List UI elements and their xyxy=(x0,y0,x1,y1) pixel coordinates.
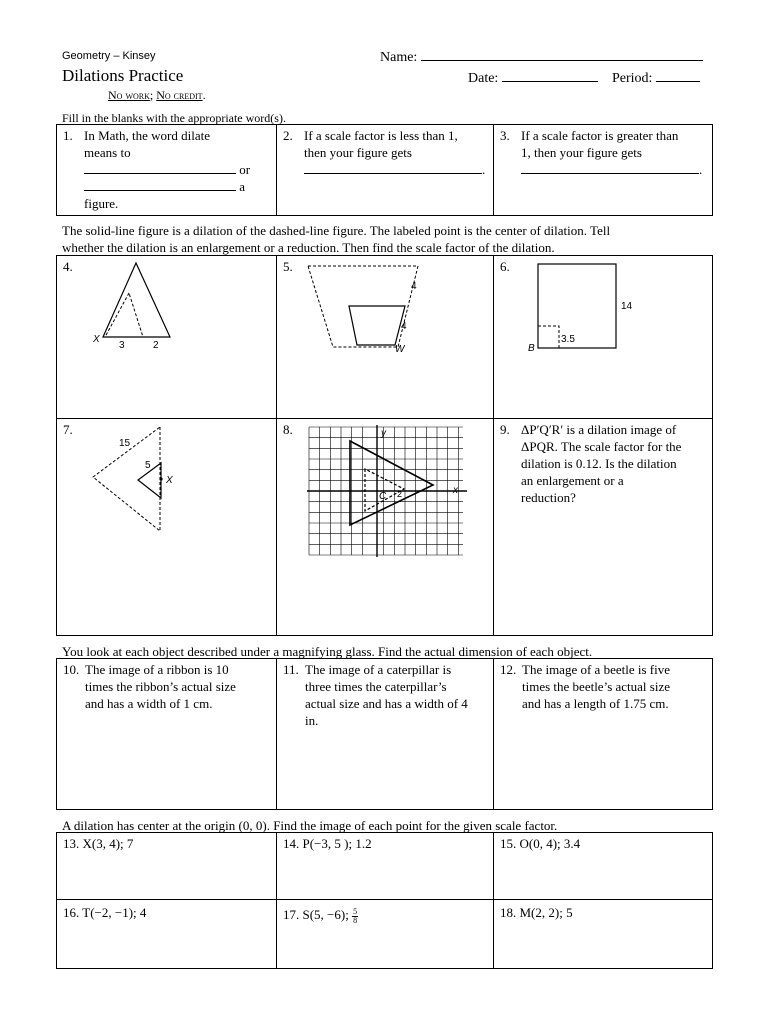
q12-line1: The image of a beetle is five xyxy=(522,662,670,677)
q1-line5: figure. xyxy=(84,196,119,211)
q9-line3: dilation is 0.12. Is the dilation xyxy=(521,456,677,471)
q3-blank[interactable] xyxy=(521,162,699,174)
section2-instruction-line2: whether the dilation is an enlargement or a reduction. Then find the scale factor of the dilation. xyxy=(62,240,555,255)
q9-line2: ΔPQR. The scale factor for the xyxy=(521,439,682,454)
q15-text: 15. O(0, 4); 3.4 xyxy=(500,836,581,851)
q17-numerator: 5 xyxy=(353,906,358,916)
q4-length-a: 3 xyxy=(119,340,125,351)
q1-number: 1. xyxy=(63,128,73,143)
q11-line4: in. xyxy=(305,713,319,728)
q4-point-label: X xyxy=(93,334,100,345)
q14-text: 14. P(−3, 5 ); 1.2 xyxy=(283,836,372,851)
name-label: Name: xyxy=(380,50,418,65)
q17-cell xyxy=(276,899,494,969)
q11-line3: actual size and has a width of 4 xyxy=(305,696,468,711)
q11-line2: three times the caterpillar’s xyxy=(305,679,447,694)
q5-cell xyxy=(276,255,494,419)
q15-cell xyxy=(493,832,713,900)
q1-or: or xyxy=(239,162,251,177)
date-blank[interactable] xyxy=(502,70,598,82)
q10-number: 10. xyxy=(63,662,80,677)
q12-cell xyxy=(493,658,713,810)
q6-figure xyxy=(494,256,714,420)
q8-number: 8. xyxy=(283,422,293,437)
q11-line1: The image of a caterpillar is xyxy=(305,662,452,677)
q7-number: 7. xyxy=(63,422,73,437)
no-work-note xyxy=(108,88,206,103)
q8-x-label: x xyxy=(453,485,458,496)
q10-line1: The image of a ribbon is 10 xyxy=(85,662,229,677)
q16-text: 16. T(−2, −1); 4 xyxy=(63,905,147,920)
q1-line1: In Math, the word dilate xyxy=(84,128,210,143)
q12-number: 12. xyxy=(500,662,517,677)
q10-cell xyxy=(56,658,277,810)
q8-cell xyxy=(276,418,494,636)
q4-figure xyxy=(57,256,278,420)
q17-denominator: 8 xyxy=(353,915,358,925)
q2-blank[interactable] xyxy=(304,162,482,174)
q10-line3: and has a width of 1 cm. xyxy=(85,696,213,711)
q6-number: 6. xyxy=(500,259,510,274)
q3-cell xyxy=(493,124,713,216)
q2-number: 2. xyxy=(283,128,293,143)
period-field[interactable] xyxy=(612,70,700,87)
q1-line2: means to xyxy=(84,145,131,160)
q5-figure xyxy=(277,256,495,420)
q6-length-a: 14 xyxy=(621,301,633,312)
q10-line2: times the ribbon’s actual size xyxy=(85,679,236,694)
q7-point-label: X xyxy=(166,475,173,486)
q1-cell xyxy=(56,124,277,216)
q3-line2: 1, then your figure gets xyxy=(521,145,642,160)
q1-a: a xyxy=(239,179,246,194)
q9-number: 9. xyxy=(500,422,510,437)
q12-line3: and has a length of 1.75 cm. xyxy=(522,696,669,711)
q5-length-a: 4 xyxy=(411,281,417,292)
q17-text xyxy=(283,906,358,925)
no-work-text: No work xyxy=(108,88,150,102)
period-blank[interactable] xyxy=(656,70,700,82)
q11-cell xyxy=(276,658,494,810)
q9-line5: reduction? xyxy=(521,490,576,505)
q9-line4: an enlargement or a xyxy=(521,473,624,488)
q2-cell xyxy=(276,124,494,216)
q17-label: 17. S(5, −6); xyxy=(283,907,349,922)
q4-length-b: 2 xyxy=(153,340,159,351)
section4-instruction: A dilation has center at the origin (0, 0). Find the image of each point for the given scale factor. xyxy=(62,818,558,833)
q6-length-b: 3.5 xyxy=(561,334,575,345)
q4-number: 4. xyxy=(63,259,73,274)
q7-length-b: 5 xyxy=(145,460,151,471)
date-field[interactable] xyxy=(468,70,598,87)
q16-cell xyxy=(56,899,277,969)
date-label: Date: xyxy=(468,71,499,86)
section3-instruction: You look at each object described under a magnifying glass. Find the actual dimension of each object. xyxy=(62,644,593,659)
q3-end: . xyxy=(699,162,703,177)
q8-two-label: 2 xyxy=(397,489,403,499)
separator: ; xyxy=(149,88,157,102)
q3-number: 3. xyxy=(500,128,510,143)
q1-blank1[interactable] xyxy=(84,162,236,174)
q5-length-b: 4 xyxy=(401,321,407,332)
q8-figure xyxy=(277,419,495,637)
period-dot: . xyxy=(202,88,206,102)
q2-line2: then your figure gets xyxy=(304,145,412,160)
name-field[interactable] xyxy=(380,49,703,66)
q3-line1: If a scale factor is greater than xyxy=(521,128,679,143)
name-blank[interactable] xyxy=(421,49,703,61)
q5-point-label: W xyxy=(395,344,405,355)
q1-blank2[interactable] xyxy=(84,179,236,191)
q9-line1: ΔP′Q′R′ is a dilation image of xyxy=(521,422,677,437)
q18-cell xyxy=(493,899,713,969)
q12-line2: times the beetle’s actual size xyxy=(522,679,670,694)
no-credit-text: No credit xyxy=(156,88,203,102)
q7-figure xyxy=(57,419,278,637)
q9-cell xyxy=(493,418,713,636)
q4-cell xyxy=(56,255,277,419)
q13-cell xyxy=(56,832,277,900)
q13-text: 13. X(3, 4); 7 xyxy=(63,836,134,851)
q11-number: 11. xyxy=(283,662,299,677)
q18-text: 18. M(2, 2); 5 xyxy=(500,905,573,920)
section1-instruction: Fill in the blanks with the appropriate word(s). xyxy=(62,111,286,125)
q7-cell xyxy=(56,418,277,636)
q8-center-label: C xyxy=(379,491,387,502)
course-label: Geometry – Kinsey xyxy=(62,50,156,62)
section2-instruction xyxy=(62,222,610,256)
page-title: Dilations Practice xyxy=(62,66,184,85)
q2-end: . xyxy=(482,162,486,177)
section2-instruction-line1: The solid-line figure is a dilation of the dashed-line figure. The labeled point is the center of dilation. Tell xyxy=(62,223,611,238)
q5-number: 5. xyxy=(283,259,293,274)
q7-length-a: 15 xyxy=(119,438,131,449)
q8-y-label: y xyxy=(381,428,386,439)
period-label: Period: xyxy=(612,71,653,86)
q2-line1: If a scale factor is less than 1, xyxy=(304,128,458,143)
q6-point-label: B xyxy=(528,343,535,354)
q17-fraction xyxy=(352,908,358,925)
q6-cell xyxy=(493,255,713,419)
q14-cell xyxy=(276,832,494,900)
